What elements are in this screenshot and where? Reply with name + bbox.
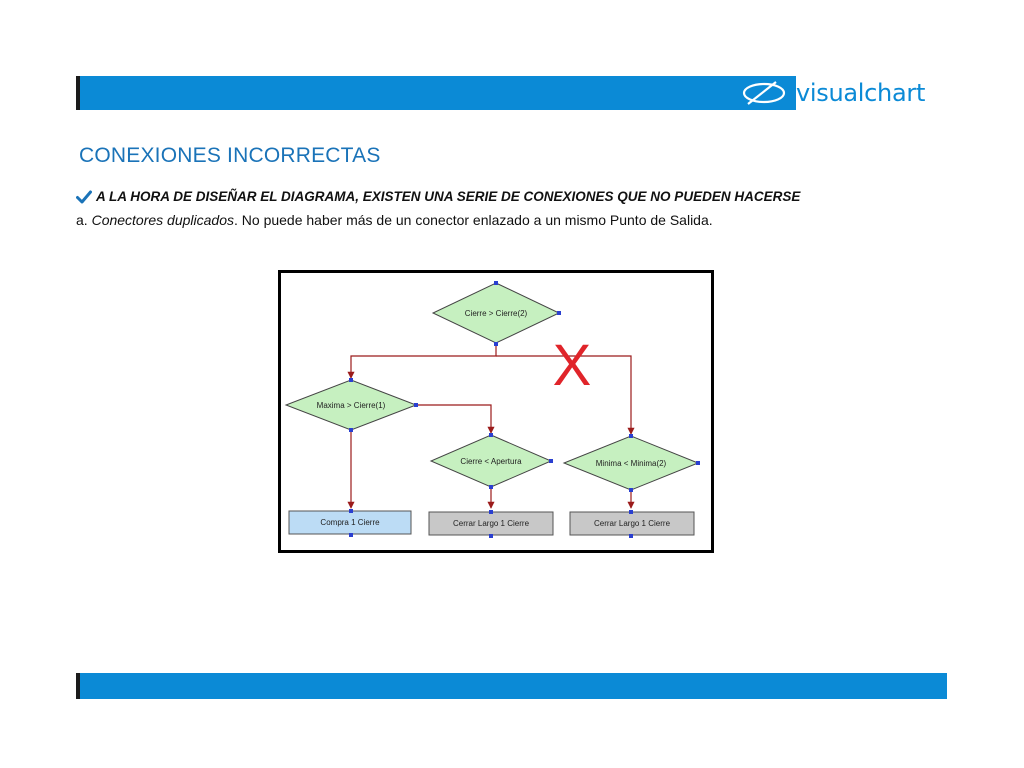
decision-label: Maxima > Cierre(1) <box>316 401 386 410</box>
bullet-point <box>76 189 800 204</box>
brand-name: visualchart <box>796 79 926 107</box>
port <box>349 428 353 432</box>
port <box>494 281 498 285</box>
connector-root-to-maxima <box>351 345 496 378</box>
checkmark-icon <box>76 190 92 204</box>
error-mark: X <box>552 333 592 398</box>
decision-label: Cierre > Cierre(2) <box>464 309 528 318</box>
brand-logo <box>740 76 925 110</box>
port <box>489 433 493 437</box>
port <box>629 434 633 438</box>
header-bar-edge <box>76 76 80 110</box>
footer-bar-edge <box>76 673 80 699</box>
bullet-text: A LA HORA DE DISEÑAR EL DIAGRAMA, EXISTEN UNA SERIE DE CONEXIONES QUE NO PUEDEN HACERSE <box>96 189 801 204</box>
sub-prefix: a. <box>76 212 88 228</box>
port <box>414 403 418 407</box>
decision-node <box>431 435 551 487</box>
decision-label: Cierre < Apertura <box>460 457 522 466</box>
connector-maxima-to-apertura <box>416 405 491 433</box>
port <box>629 534 633 538</box>
sub-point <box>76 212 713 228</box>
flowchart-diagram <box>281 273 711 550</box>
action-node <box>429 512 553 535</box>
port <box>349 509 353 513</box>
port <box>629 488 633 492</box>
port <box>629 510 633 514</box>
action-label: Compra 1 Cierre <box>320 518 380 527</box>
port <box>349 378 353 382</box>
sub-rest: . No puede haber más de un conector enlazado a un mismo Punto de Salida. <box>234 212 713 228</box>
port <box>549 459 553 463</box>
footer-bar <box>76 673 947 699</box>
port <box>349 533 353 537</box>
action-label: Cerrar Largo 1 Cierre <box>452 519 530 528</box>
decision-node <box>286 380 416 430</box>
decision-node <box>564 436 698 490</box>
action-node <box>289 511 411 534</box>
port <box>489 510 493 514</box>
port <box>696 461 700 465</box>
action-label: Cerrar Largo 1 Cierre <box>593 519 671 528</box>
visualchart-logo-icon <box>740 80 788 106</box>
diagram-frame <box>278 270 714 553</box>
sub-italic: Conectores duplicados <box>91 212 234 228</box>
port <box>494 342 498 346</box>
port <box>489 534 493 538</box>
page-title: CONEXIONES INCORRECTAS <box>79 144 381 167</box>
decision-label: Minima < Minima(2) <box>595 459 667 468</box>
action-node <box>570 512 694 535</box>
port <box>489 485 493 489</box>
decision-node <box>433 283 559 343</box>
header-bar <box>76 76 796 110</box>
port <box>557 311 561 315</box>
